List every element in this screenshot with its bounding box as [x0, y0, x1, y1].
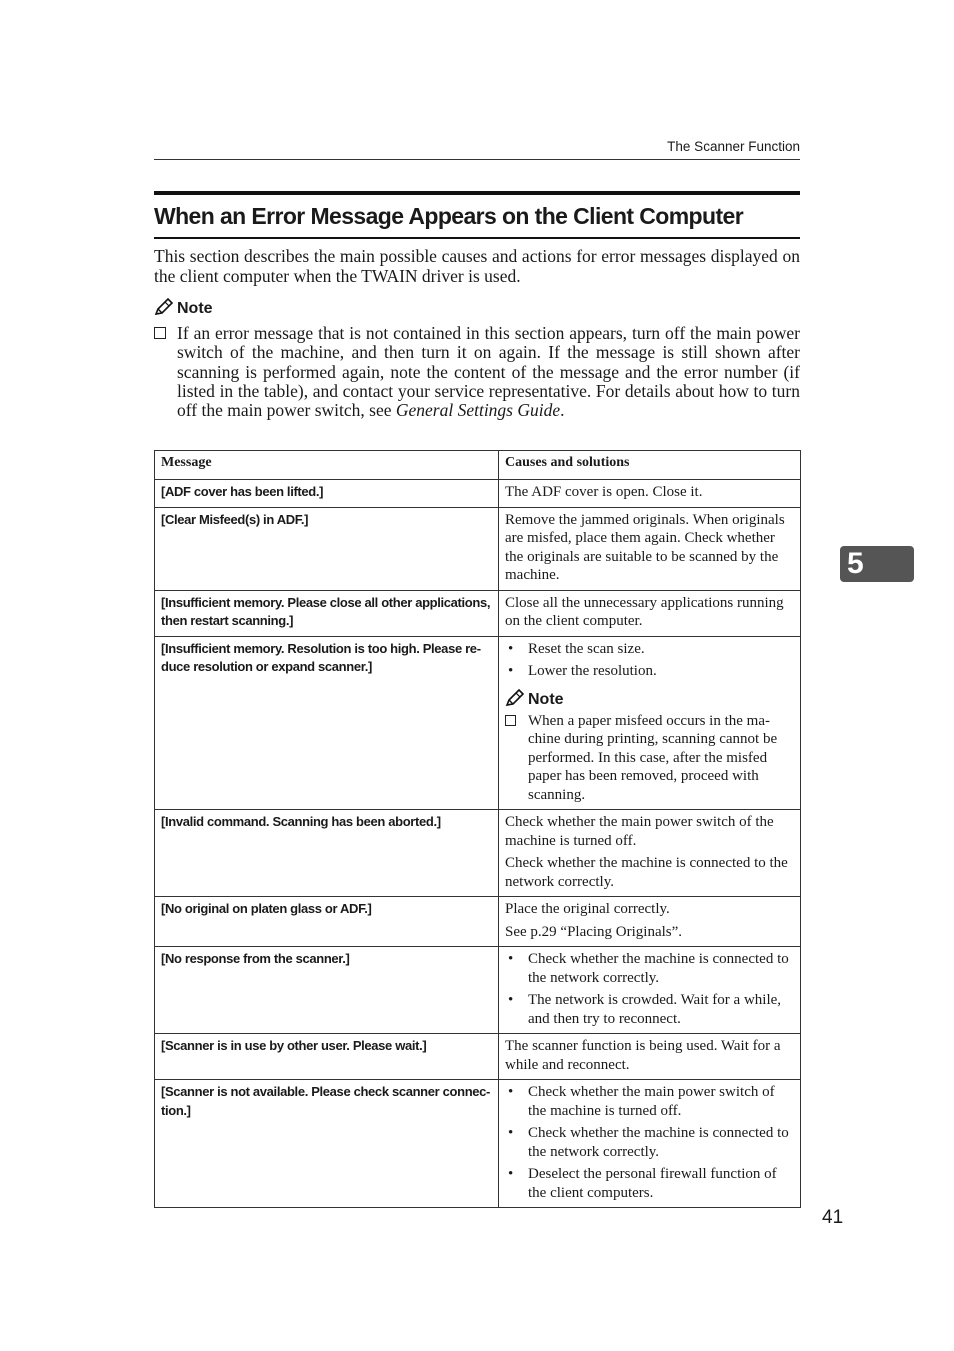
error-message-cell: [Invalid command. Scanning has been aborted.] [155, 810, 499, 897]
solution-text: Check whether the machine is connected to the network correctly. [505, 855, 788, 890]
note-item [154, 324, 800, 420]
solution-cell [499, 1034, 801, 1080]
table-row [155, 480, 801, 508]
note-text-end: . [560, 400, 565, 421]
header-message: Message [155, 451, 499, 480]
table-row [155, 947, 801, 1034]
cell-note-item [505, 712, 794, 805]
bullet-icon: • [508, 992, 514, 1008]
table-row [155, 810, 801, 897]
solution-text: Place the original correctly. [505, 901, 670, 917]
solution-text: See p.29 “Placing Originals”. [505, 923, 683, 940]
error-message-cell: [Insufficient memory. Please close all other applications, then restart scanning.] [155, 590, 499, 636]
table-row [155, 636, 801, 810]
solution-list [505, 1083, 794, 1202]
error-message-cell: [Scanner is in use by other user. Please wait.] [155, 1034, 499, 1080]
list-item [505, 662, 794, 681]
square-bullet-icon [154, 327, 166, 339]
page-number: 41 [822, 1207, 844, 1228]
bullet-icon: • [508, 1166, 514, 1182]
note-heading [154, 298, 213, 320]
list-item [505, 950, 794, 987]
error-message-cell: [Scanner is not available. Please check scanner connection.] [155, 1080, 499, 1208]
list-item [505, 1124, 794, 1161]
solution-cell [499, 1080, 801, 1208]
cell-note-text: When a paper misfeed occurs in the machine during printing, scanning cannot be performed. In this case, after the misfed paper has been removed, proceed with scanning. [528, 712, 778, 803]
solution-cell [499, 897, 801, 947]
list-item [505, 1165, 794, 1202]
section-title: When an Error Message Appears on the Client Computer [154, 203, 744, 229]
error-message-cell: [No original on platen glass or ADF.] [155, 897, 499, 947]
solution-list [505, 950, 794, 1028]
table-row [155, 507, 801, 590]
list-item [505, 640, 794, 659]
solution-cell [499, 507, 801, 590]
list-item-text: Check whether the machine is connected to the network correctly. [528, 951, 789, 986]
table-row [155, 1034, 801, 1080]
list-item-text: Check whether the machine is connected to the network correctly. [528, 1125, 789, 1160]
note-label: Note [177, 300, 213, 317]
solution-cell [499, 636, 801, 810]
error-message-cell: [Insufficient memory. Resolution is too high. Please reduce resolution or expand scanner.] [155, 636, 499, 810]
bullet-icon: • [508, 663, 514, 679]
list-item-text: Check whether the main power switch of the machine is turned off. [528, 1084, 775, 1119]
note-text [177, 324, 800, 420]
solution-cell [499, 590, 801, 636]
header-causes: Causes and solutions [499, 451, 801, 480]
bullet-icon: • [508, 1125, 514, 1141]
solution-cell [499, 810, 801, 897]
running-head: The Scanner Function [154, 138, 800, 160]
error-message-cell: [No response from the scanner.] [155, 947, 499, 1034]
solution-text: Close all the unnecessary applications running on the client computer. [505, 594, 784, 629]
square-bullet-icon [505, 715, 516, 726]
error-message-table [154, 450, 801, 1208]
error-message-cell: [ADF cover has been lifted.] [155, 480, 499, 508]
table-body [155, 480, 801, 1208]
bullet-icon: • [508, 951, 514, 967]
solution-text: The scanner function is being used. Wait for a while and reconnect. [505, 1038, 781, 1073]
error-message-cell: [Clear Misfeed(s) in ADF.] [155, 507, 499, 590]
solution-text: Check whether the main power switch of the machine is turned off. [505, 814, 774, 849]
list-item-text: The network is crowded. Wait for a while, and then try to reconnect. [528, 992, 782, 1027]
title-top-rule [154, 191, 800, 195]
table-row [155, 590, 801, 636]
solution-cell [499, 947, 801, 1034]
cell-note-heading [505, 689, 794, 711]
list-item [505, 1083, 794, 1120]
cell-note-label: Note [528, 690, 564, 708]
note-text-body: If an error message that is not contained in this section appears, turn off the main power switch of the machine, and then turn it on again. If the message is still shown after scanning is performed again, note the content of the message and the error number (if listed in the table), and contact your service representative. For details about how to turn off the main power switch, see [177, 323, 800, 421]
list-item-text: Reset the scan size. [528, 640, 645, 657]
chapter-number: 5 [847, 547, 864, 580]
table-row [155, 897, 801, 947]
intro-paragraph: This section describes the main possible causes and actions for error messages displayed on the client computer when the TWAIN driver is used. [154, 246, 800, 286]
pencil-icon [154, 298, 174, 316]
note-reference: General Settings Guide [395, 400, 561, 421]
bullet-icon: • [508, 640, 514, 657]
list-item [505, 991, 794, 1028]
solution-text: The ADF cover is open. Close it. [505, 484, 703, 500]
chapter-tab [840, 546, 914, 582]
list-item-text: Deselect the personal firewall function of the client computers. [528, 1166, 777, 1201]
list-item-text: Lower the resolution. [528, 663, 657, 679]
solution-text: Remove the jammed originals. When originals are misfed, place them again. Check whether the originals are suitable to be scanned by the machine. [505, 511, 785, 583]
title-bottom-rule [154, 237, 800, 239]
table-row [155, 1080, 801, 1208]
table-header-row [155, 451, 801, 480]
solution-cell [499, 480, 801, 508]
bullet-icon: • [508, 1084, 514, 1100]
pencil-icon [505, 689, 525, 707]
solution-list [505, 640, 794, 681]
